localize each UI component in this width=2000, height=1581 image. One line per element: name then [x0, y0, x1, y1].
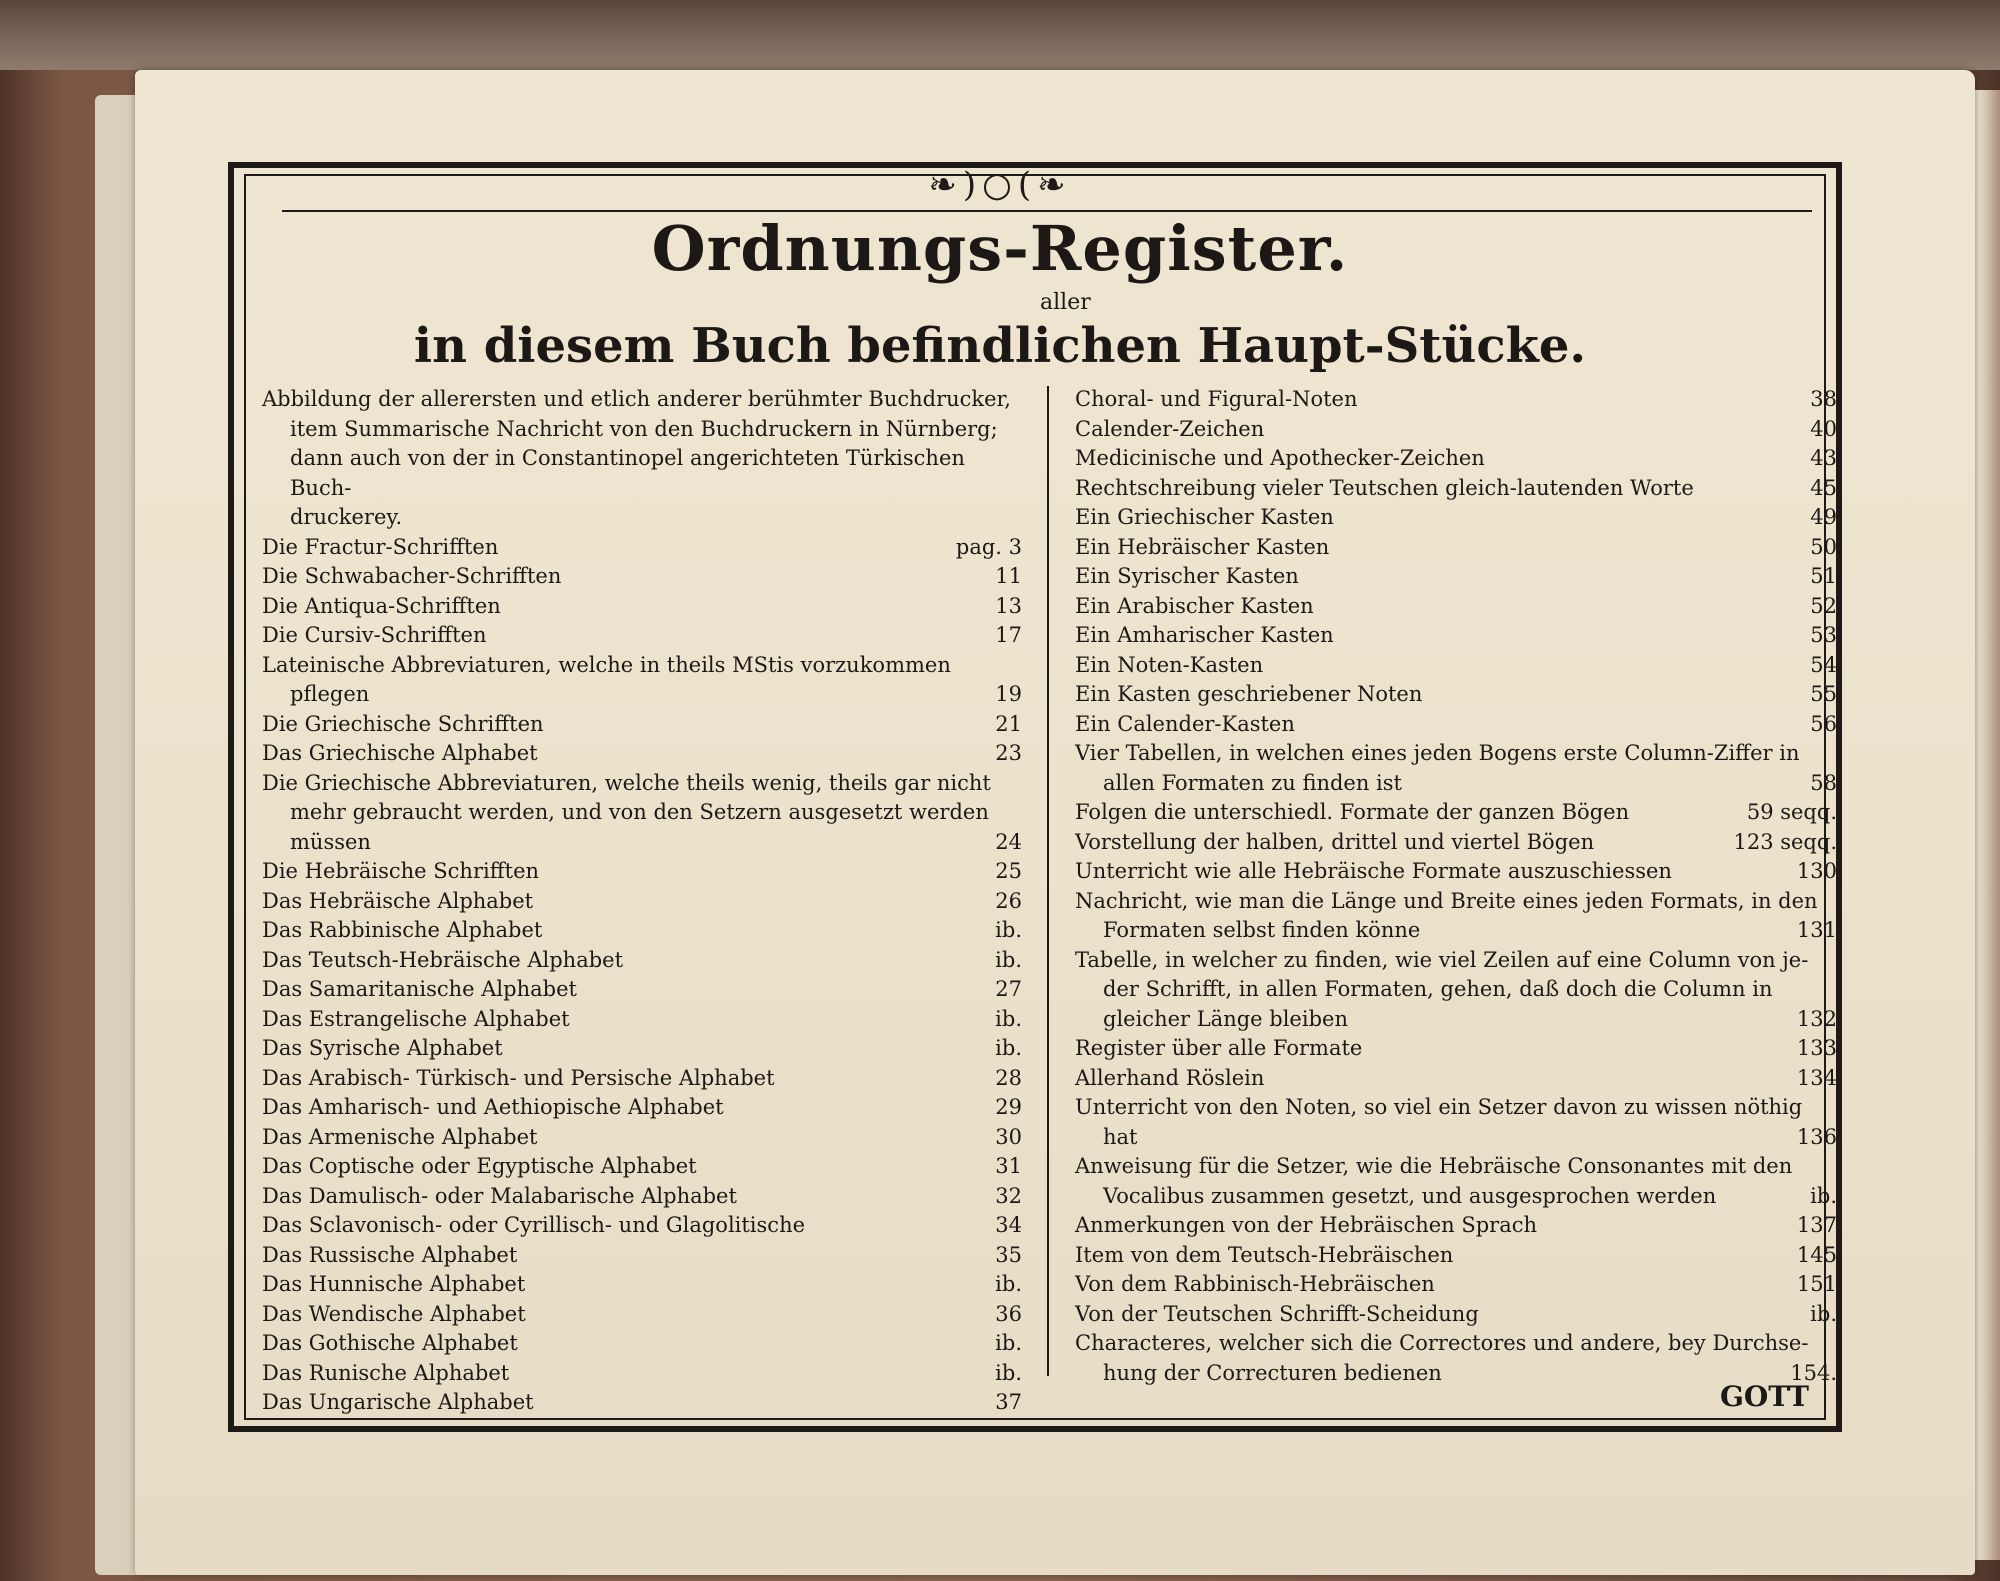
catchword: GOTT [1720, 1380, 1809, 1413]
toc-entry-page: 45 [1810, 475, 1837, 500]
toc-entry [1075, 592, 1837, 622]
toc-entry-title: Das Hunnische Alphabet [262, 1272, 526, 1296]
toc-entry-title: Folgen die unterschiedl. Formate der ganzen Bögen [1075, 800, 1630, 824]
column-divider [1047, 386, 1049, 1376]
toc-entry-title: druckerey. [290, 505, 403, 529]
toc-entry-line [1075, 621, 1837, 651]
toc-entry-title: Das Amharisch- und Aethiopische Alphabet [262, 1095, 724, 1119]
toc-entry-line [262, 385, 1022, 415]
toc-entry [262, 1182, 1022, 1212]
toc-entry [1075, 444, 1837, 474]
toc-entry-title: Die Griechische Schrifften [262, 711, 544, 736]
toc-entry-title: Das Damulisch- oder Malabarische Alphabet [262, 1183, 737, 1208]
header-ornament: ❧)○(❧ [928, 165, 1072, 205]
toc-entry [262, 1064, 1022, 1094]
toc-entry-line [1075, 562, 1837, 592]
toc-entry-line [262, 916, 1022, 946]
toc-entry-line [1075, 1064, 1837, 1094]
toc-entry [1075, 1034, 1837, 1064]
toc-entry-title: hat [1103, 1124, 1138, 1149]
toc-entry-page: 56 [1810, 711, 1837, 736]
toc-entry-line [262, 769, 1022, 799]
toc-entry [262, 857, 1022, 887]
toc-entry-page: 36 [995, 1301, 1022, 1326]
toc-entry-title: Das Gothische Alphabet [262, 1331, 518, 1355]
toc-entry-line [262, 444, 1022, 503]
toc-entry [1075, 1270, 1837, 1300]
toc-entry-page: 51 [1810, 564, 1837, 588]
toc-entry-title: Unterricht wie alle Hebräische Formate auszuschiessen [1075, 859, 1672, 883]
toc-entry-line [1075, 474, 1837, 504]
toc-entry-title: Von dem Rabbinisch-Hebräischen [1075, 1272, 1435, 1296]
toc-entry-line [1075, 1329, 1837, 1359]
toc-entry-title: der Schrifft, in allen Formaten, gehen, daß doch die Column in [1103, 977, 1773, 1001]
toc-entry-title: Calender-Zeichen [1075, 416, 1265, 441]
toc-entry-title: Vier Tabellen, in welchen eines jeden Bogens erste Column-Ziffer in [1075, 741, 1800, 765]
toc-entry-line [262, 739, 1022, 769]
toc-entry-title: Ein Kasten geschriebener Noten [1075, 682, 1423, 706]
toc-entry-title: Ein Griechischer Kasten [1075, 505, 1334, 529]
toc-entry [262, 769, 1022, 858]
toc-entry-title: Ein Amharischer Kasten [1075, 623, 1334, 647]
toc-entry-title: hung der Correcturen bedienen [1103, 1360, 1442, 1385]
toc-entry [1075, 710, 1837, 740]
toc-entry-title: Das Arabisch- Türkisch- und Persische Alphabet [262, 1065, 775, 1090]
toc-entry-line [262, 1182, 1022, 1212]
binding-top-edge [0, 0, 2000, 70]
toc-entry-title: allen Formaten zu finden ist [1103, 770, 1402, 795]
toc-entry-page: 17 [995, 623, 1022, 647]
subtitle-small: aller [1040, 290, 1091, 315]
toc-entry-title: item Summarische Nachricht von den Buchdruckern in Nürnberg; [290, 416, 998, 441]
toc-entry-line [262, 503, 1022, 533]
toc-entry-title: Das Hebräische Alphabet [262, 888, 534, 913]
toc-entry-title: Das Rabbinische Alphabet [262, 918, 543, 942]
toc-entry-page: 25 [995, 859, 1022, 883]
toc-entry [262, 562, 1022, 592]
toc-entry-line [1075, 916, 1837, 946]
toc-entry-title: Abbildung der allerersten und etlich anderer berühmter Buchdrucker, [262, 387, 1011, 411]
toc-entry-line [262, 975, 1022, 1005]
toc-entry [1075, 680, 1837, 710]
toc-entry [262, 1388, 1022, 1418]
toc-entry-line [1075, 1182, 1837, 1212]
toc-entry [262, 975, 1022, 1005]
toc-entry-line [262, 680, 1022, 710]
toc-entry-page: 55 [1810, 682, 1837, 706]
toc-entry-line [1075, 1034, 1837, 1064]
toc-entry-page: 134 [1796, 1065, 1837, 1090]
toc-entry-title: dann auch von der in Constantinopel angerichteten Türkischen Buch- [290, 446, 965, 500]
toc-entry-line [262, 857, 1022, 887]
toc-entry-page: 136 [1796, 1124, 1837, 1149]
toc-entry [1075, 1152, 1837, 1211]
toc-entry [262, 916, 1022, 946]
toc-entry-line [1075, 680, 1837, 710]
toc-entry-page: 49 [1810, 505, 1837, 529]
toc-entry-line [1075, 857, 1837, 887]
toc-entry-title: Anmerkungen von der Hebräischen Sprach [1075, 1213, 1538, 1237]
toc-entry-title: Das Ungarische Alphabet [262, 1390, 534, 1414]
toc-entry-title: müssen [290, 829, 371, 854]
page-title: Ordnungs-Register. [651, 212, 1349, 285]
toc-entry-page: 28 [995, 1065, 1022, 1090]
toc-entry [1075, 562, 1837, 592]
toc-entry-line [1075, 533, 1837, 563]
toc-entry-page: 35 [995, 1242, 1022, 1267]
toc-entry-line [1075, 1270, 1837, 1300]
toc-entry-title: Das Teutsch-Hebräische Alphabet [262, 947, 624, 972]
toc-entry [262, 621, 1022, 651]
toc-entry-line [262, 651, 1022, 681]
toc-entry-page: 24 [995, 829, 1022, 854]
toc-entry [1075, 887, 1837, 946]
toc-entry [262, 1005, 1022, 1035]
toc-entry-page: 11 [995, 564, 1022, 588]
toc-entry-page: 154. [1790, 1360, 1837, 1385]
toc-entry-page: pag. 3 [955, 534, 1022, 559]
toc-entry-page: 34 [995, 1213, 1022, 1237]
toc-entry-title: Ein Arabischer Kasten [1075, 593, 1314, 618]
toc-entry-title: Das Sclavonisch- oder Cyrillisch- und Glagolitische [262, 1213, 806, 1237]
toc-entry-page: 30 [995, 1124, 1022, 1149]
toc-entry-title: Die Antiqua-Schrifften [262, 593, 501, 618]
toc-entry-line [1075, 828, 1837, 858]
toc-entry [262, 739, 1022, 769]
toc-entry [1075, 946, 1837, 1035]
toc-entry [262, 1241, 1022, 1271]
toc-entry-page: 27 [995, 977, 1022, 1001]
toc-entry-page: 151 [1796, 1272, 1837, 1296]
toc-entry-page: 37 [995, 1390, 1022, 1414]
toc-entry-page: 32 [995, 1183, 1022, 1208]
toc-entry-line [1075, 1241, 1837, 1271]
toc-entry-line [1075, 1152, 1837, 1182]
toc-entry-title: Von der Teutschen Schrifft-Scheidung [1075, 1301, 1479, 1326]
toc-entry-title: Register über alle Formate [1075, 1036, 1363, 1060]
toc-entry [1075, 415, 1837, 445]
toc-entry-title: Item von dem Teutsch-Hebräischen [1075, 1242, 1454, 1267]
page-subtitle: in diesem Buch befindlichen Haupt-Stücke. [413, 318, 1587, 374]
toc-entry-line [1075, 946, 1837, 976]
toc-entry-title: Vocalibus zusammen gesetzt, und ausgesprochen werden [1103, 1183, 1717, 1208]
toc-entry-title: Anweisung für die Setzer, wie die Hebräische Consonantes mit den [1075, 1154, 1793, 1178]
toc-entry-line [262, 1005, 1022, 1035]
toc-entry-page: 26 [995, 888, 1022, 913]
toc-entry-line [1075, 710, 1837, 740]
toc-entry-title: Medicinische und Apothecker-Zeichen [1075, 446, 1485, 470]
toc-entry-page: 40 [1810, 416, 1837, 441]
toc-entry [1075, 385, 1837, 415]
toc-entry-line [1075, 1093, 1837, 1123]
toc-entry-title: Die Griechische Abbreviaturen, welche theils wenig, theils gar nicht [262, 770, 991, 795]
toc-entry [1075, 739, 1837, 798]
toc-entry [262, 592, 1022, 622]
toc-entry-line [1075, 592, 1837, 622]
toc-entry-title: Das Syrische Alphabet [262, 1036, 503, 1060]
toc-entry-title: Das Estrangelische Alphabet [262, 1006, 570, 1031]
toc-entry-title: Die Cursiv-Schrifften [262, 623, 487, 647]
toc-entry [1075, 828, 1837, 858]
toc-entry-title: Unterricht von den Noten, so viel ein Setzer davon zu wissen nöthig [1075, 1095, 1803, 1119]
toc-entry-page: 19 [995, 682, 1022, 706]
toc-entry [1075, 621, 1837, 651]
toc-entry-title: mehr gebraucht werden, und von den Setzern ausgesetzt werden [290, 800, 989, 824]
toc-entry-line [262, 621, 1022, 651]
toc-entry-page: 52 [1810, 593, 1837, 618]
toc-entry-title: Ein Hebräischer Kasten [1075, 534, 1330, 559]
toc-entry-title: Das Russische Alphabet [262, 1242, 518, 1267]
toc-entry-line [1075, 798, 1837, 828]
toc-entry-page: 133 [1796, 1036, 1837, 1060]
toc-entry-line [262, 592, 1022, 622]
toc-entry-page: 123 seqq. [1733, 829, 1837, 854]
toc-entry-line [1075, 1300, 1837, 1330]
toc-entry [262, 1123, 1022, 1153]
toc-entry [1075, 503, 1837, 533]
toc-entry [262, 887, 1022, 917]
toc-entry-line [262, 798, 1022, 828]
toc-entry-title: Das Runische Alphabet [262, 1360, 510, 1385]
toc-entry-line [1075, 385, 1837, 415]
toc-entry-line [262, 533, 1022, 563]
toc-entry-page: 50 [1810, 534, 1837, 559]
toc-entry-line [262, 562, 1022, 592]
toc-entry [1075, 1300, 1837, 1330]
toc-entry-line [262, 828, 1022, 858]
toc-entry-page: 130 [1796, 859, 1837, 883]
toc-entry-page: 29 [995, 1095, 1022, 1119]
toc-entry-title: Die Hebräische Schrifften [262, 859, 540, 883]
toc-entry-title: Vorstellung der halben, drittel und viertel Bögen [1075, 829, 1595, 854]
toc-entry [262, 1359, 1022, 1389]
toc-entry-line [262, 1152, 1022, 1182]
toc-entry [1075, 857, 1837, 887]
toc-entry [262, 651, 1022, 710]
toc-entry [1075, 1093, 1837, 1152]
toc-entry-page: ib. [1810, 1301, 1837, 1326]
toc-entry-title: Das Wendische Alphabet [262, 1301, 526, 1326]
toc-entry-page: 53 [1810, 623, 1837, 647]
toc-entry-title: Lateinische Abbreviaturen, welche in theils MStis vorzukommen [262, 652, 951, 677]
toc-entry-page: 21 [995, 711, 1022, 736]
toc-entry-line [262, 946, 1022, 976]
toc-entry [262, 710, 1022, 740]
toc-entry-page: 43 [1810, 446, 1837, 470]
toc-entry-page: 137 [1796, 1213, 1837, 1237]
toc-entry-page: 58 [1810, 770, 1837, 795]
toc-left-column [262, 385, 1022, 1418]
toc-entry-title: pflegen [290, 682, 370, 706]
toc-entry-page: ib. [995, 1036, 1022, 1060]
toc-entry [1075, 533, 1837, 563]
toc-entry-line [262, 1270, 1022, 1300]
toc-entry-page: 145 [1796, 1242, 1837, 1267]
toc-entry-page: 38 [1810, 387, 1837, 411]
toc-entry-title: Das Samaritanische Alphabet [262, 977, 577, 1001]
toc-entry-page: 132 [1796, 1006, 1837, 1031]
toc-entry-line [262, 1388, 1022, 1418]
toc-entry-line [1075, 739, 1837, 769]
toc-entry-page: ib. [1810, 1183, 1837, 1208]
toc-right-column [1075, 385, 1837, 1388]
toc-entry-title: Ein Noten-Kasten [1075, 652, 1264, 677]
toc-entry [1075, 798, 1837, 828]
toc-entry-line [262, 415, 1022, 445]
toc-entry-page: 31 [995, 1154, 1022, 1178]
toc-entry-title: Choral- und Figural-Noten [1075, 387, 1358, 411]
toc-entry-line [1075, 1005, 1837, 1035]
toc-entry-page: 54 [1810, 652, 1837, 677]
toc-entry-line [262, 1093, 1022, 1123]
toc-entry-page: ib. [995, 1331, 1022, 1355]
toc-entry [262, 533, 1022, 563]
toc-entry [262, 1270, 1022, 1300]
toc-entry [262, 1300, 1022, 1330]
toc-entry-page: 13 [995, 593, 1022, 618]
toc-entry-page: ib. [995, 1006, 1022, 1031]
toc-entry-line [262, 1329, 1022, 1359]
toc-entry-title: Das Coptische oder Egyptische Alphabet [262, 1154, 697, 1178]
toc-entry-line [1075, 975, 1837, 1005]
toc-entry-title: Formaten selbst finden könne [1103, 918, 1421, 942]
toc-entry [262, 385, 1022, 533]
toc-entry-line [262, 1211, 1022, 1241]
toc-entry [262, 1211, 1022, 1241]
toc-entry-title: Die Fractur-Schrifften [262, 534, 499, 559]
toc-entry-line [1075, 651, 1837, 681]
toc-entry [1075, 1064, 1837, 1094]
toc-entry-title: Rechtschreibung vieler Teutschen gleich-lautenden Worte [1075, 475, 1694, 500]
toc-entry [1075, 474, 1837, 504]
toc-entry-title: Tabelle, in welcher zu finden, wie viel Zeilen auf eine Column von je- [1075, 947, 1809, 972]
toc-entry-line [262, 1300, 1022, 1330]
toc-entry-line [1075, 1123, 1837, 1153]
toc-entry [262, 1329, 1022, 1359]
toc-entry-page: 23 [995, 741, 1022, 765]
toc-entry-line [262, 1064, 1022, 1094]
toc-entry-title: Allerhand Röslein [1075, 1065, 1265, 1090]
toc-entry-line [1075, 1211, 1837, 1241]
toc-entry [1075, 1241, 1837, 1271]
toc-entry-line [1075, 415, 1837, 445]
toc-entry-page: ib. [995, 918, 1022, 942]
toc-entry [262, 1034, 1022, 1064]
toc-entry-title: Nachricht, wie man die Länge und Breite eines jeden Formats, in den [1075, 888, 1818, 913]
toc-entry-title: Das Griechische Alphabet [262, 741, 538, 765]
toc-entry-title: gleicher Länge bleiben [1103, 1006, 1348, 1031]
toc-entry [1075, 1211, 1837, 1241]
toc-entry-line [262, 1034, 1022, 1064]
toc-entry-line [262, 1241, 1022, 1271]
toc-entry-title: Ein Calender-Kasten [1075, 711, 1295, 736]
toc-entry-title: Characteres, welcher sich die Correctores und andere, bey Durchse- [1075, 1331, 1809, 1355]
toc-entry [262, 1152, 1022, 1182]
toc-entry [1075, 651, 1837, 681]
toc-entry-line [1075, 444, 1837, 474]
toc-entry-page: 59 seqq. [1746, 800, 1837, 824]
toc-entry [262, 946, 1022, 976]
toc-entry-title: Die Schwabacher-Schrifften [262, 564, 562, 588]
toc-entry-page: ib. [995, 1360, 1022, 1385]
toc-entry-line [262, 887, 1022, 917]
toc-entry-title: Das Armenische Alphabet [262, 1124, 538, 1149]
toc-entry-line [1075, 887, 1837, 917]
toc-entry-page: ib. [995, 1272, 1022, 1296]
toc-entry-page: 131 [1796, 918, 1837, 942]
toc-entry-page: ib. [995, 947, 1022, 972]
toc-entry-line [1075, 769, 1837, 799]
toc-entry-line [262, 1123, 1022, 1153]
toc-entry-title: Ein Syrischer Kasten [1075, 564, 1299, 588]
toc-entry-line [262, 1359, 1022, 1389]
toc-entry-line [1075, 503, 1837, 533]
toc-entry [262, 1093, 1022, 1123]
toc-entry-line [262, 710, 1022, 740]
